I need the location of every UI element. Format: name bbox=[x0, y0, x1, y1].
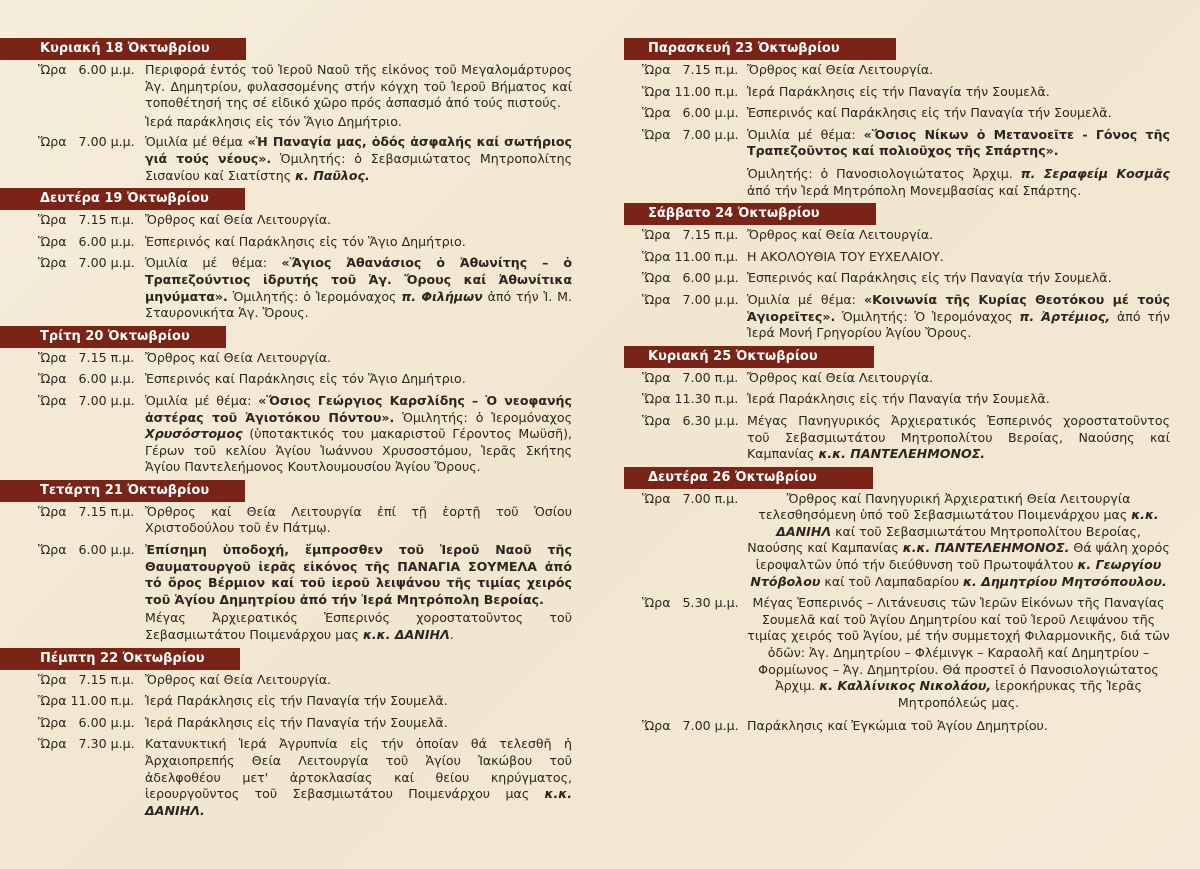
entry bbox=[642, 249, 1170, 266]
entry-text bbox=[747, 413, 1170, 463]
text-part: Ὁμιλητής: ὁ Ἱερομόναχος bbox=[227, 288, 402, 304]
day-header-23: Παρασκευή 23 Ὀκτωβρίου bbox=[624, 38, 896, 60]
entry bbox=[38, 371, 572, 388]
entry-time: Ὥρα 7.15 π.μ. bbox=[38, 212, 135, 228]
entry bbox=[642, 370, 1170, 387]
text-part: ἀπό τήν Ἱερά Μητρόπολη Μονεμβασίας καί Σπάρτης. bbox=[747, 182, 1082, 198]
entry-time: Ὥρα 7.00 μ.μ. bbox=[642, 718, 739, 734]
text-part: ἱεροκήρυκας τῆς Ἱερᾶς Μητροπόλεώς μας. bbox=[897, 678, 1142, 710]
day-header-25: Κυριακή 25 Ὀκτωβρίου bbox=[624, 346, 874, 368]
entry-text: Ἐπίσημη ὑποδοχή, ἔμπροσθεν τοῦ Ἱεροῦ Ναοῦ τῆς Θαυματουργοῦ ἱερᾶς εἰκόνος τῆς ΠΑΝΑΓΙΑ ΣΟΥΜΕΛΑ ἀπό τό ὄρος Βέρμιον καί τοῦ ἱεροῦ λειψάνου τῆς τιμίας χειρός τοῦ Ἁγίου Δημητρίου ἀπό τήν Ἱερά Μητρόπολη Βεροίας. bbox=[145, 542, 572, 607]
text-part: Ὄρθρος καί Πανηγυρική Ἀρχιερατική Θεία Λειτουργία τελεσθησόμενη ὑπό τοῦ Σεβασμιωτάτου Ποιμενάρχου μας bbox=[758, 490, 1132, 523]
entry-time: Ὥρα 11.00 π.μ. bbox=[642, 248, 739, 264]
speaker-name: Χρυσόστομος bbox=[145, 426, 243, 442]
text-part: (ὑποτακτικός του μακαριστοῦ Γέροντος Μωϋσῆ), Γέρων τοῦ κελίου Ἁγίου Ἰωάννου Χρυσοστόμου, Ἱερᾶς Σκήτης Ἁγίου Παντελεήμονος Κουτλουμουσίου Ἁγίου Ὄρους. bbox=[145, 426, 572, 475]
entry bbox=[38, 693, 572, 710]
speaker-name: κ.κ. ΔΑΝΙΗΛ. bbox=[145, 786, 572, 818]
entry-text: Περιφορά ἐντός τοῦ Ἱεροῦ Ναοῦ τῆς εἰκόνος τοῦ Μεγαλομάρτυρος Ἁγ. Δημητρίου, φυλασσομένης στήν κόγχη τοῦ Ἱεροῦ Βήματος καί τοποθέτησή της σέ εἰδικό χῶρο πρός ἀσπασμό ἀπό τούς πιστούς. bbox=[145, 62, 572, 111]
entry-text bbox=[747, 127, 1170, 160]
entry bbox=[38, 350, 572, 367]
entry-time: Ὥρα 7.00 μ.μ. bbox=[642, 291, 739, 307]
entry-time: Ὥρα 7.00 μ.μ. bbox=[642, 126, 739, 142]
speaker-name: κ. Δημητρίου Μητσόπουλου. bbox=[963, 573, 1167, 589]
entry-text: Ὄρθρος καί Θεία Λειτουργία. bbox=[145, 349, 332, 365]
speaker-name: π. Ἀρτέμιος, bbox=[1019, 308, 1111, 324]
left-column bbox=[0, 36, 572, 819]
talk-title: «Κοινωνία τῆς Κυρίας Θεοτόκου μέ τούς Ἁγιορεῖτες». bbox=[747, 291, 1170, 324]
entry-text: Ἱερά Παράκλησις εἰς τήν Παναγία τήν Σουμελᾶ. bbox=[145, 714, 448, 730]
entry-text bbox=[145, 255, 572, 321]
entry-subtext bbox=[642, 166, 1170, 199]
entry-text: Ἱερά Παράκλησις εἰς τήν Παναγία τήν Σουμελᾶ. bbox=[747, 391, 1050, 407]
entry-text: Ὄρθρος καί Θεία Λειτουργία. bbox=[747, 62, 934, 77]
entry bbox=[642, 292, 1170, 342]
speaker-name: π. Σεραφείμ Κοσμᾶς bbox=[1020, 165, 1170, 181]
day-header-22: Πέμπτη 22 Ὀκτωβρίου bbox=[0, 648, 240, 670]
entry bbox=[642, 595, 1170, 711]
entry bbox=[642, 413, 1170, 463]
entry-time: Ὥρα 11.00 π.μ. bbox=[642, 83, 739, 99]
entry-text bbox=[747, 491, 1170, 591]
entry bbox=[642, 105, 1170, 122]
entry bbox=[642, 391, 1170, 408]
text-part: καί τοῦ Σεβασμιωτάτου Μητροπολίτου Βεροίας, Ναούσης καί Καμπανίας bbox=[747, 523, 1141, 556]
talk-title: «Ὅσιος Νίκων ὁ Μετανοεῖτε - Γόνος τῆς Τραπεζοῦντος καί πολιοῦχος τῆς Σπάρτης». bbox=[747, 126, 1170, 159]
entry-time: Ὥρα 11.30 π.μ. bbox=[642, 391, 739, 407]
speaker-name: κ.κ. ΠΑΝΤΕΛΕΗΜΟΝΟΣ. bbox=[902, 540, 1070, 556]
entry-text: Ἑσπερινός καί Παράκλησις εἰς τήν Παναγία τήν Σουμελᾶ. bbox=[747, 270, 1112, 286]
text-part: Θά ψάλη χορός ἱεροψαλτῶν ὑπό τήν διεύθυνση τοῦ Πρωτοψάλτου bbox=[755, 540, 1170, 573]
text-part: Ὁμιλητής: ὁ Πανοσιολογιώτατος Ἀρχιμ. bbox=[747, 165, 1021, 181]
entry bbox=[642, 718, 1170, 735]
entry-time: Ὥρα 6.00 μ.μ. bbox=[38, 233, 135, 249]
speaker-name: κ.κ. ΔΑΝΙΗΛ bbox=[776, 507, 1159, 539]
entry-text: Ὄρθρος καί Θεία Λειτουργία. bbox=[145, 212, 332, 228]
text-part: . bbox=[449, 627, 454, 643]
entry-text: Παράκλησις καί Ἐγκώμια τοῦ Ἁγίου Δημητρίου. bbox=[747, 718, 1048, 734]
entry bbox=[642, 270, 1170, 287]
entry bbox=[38, 504, 572, 537]
entry-time: Ὥρα 7.15 π.μ. bbox=[38, 503, 135, 519]
entry-time: Ὥρα 5.30 μ.μ. bbox=[642, 595, 739, 611]
entry-time: Ὥρα 7.30 μ.μ. bbox=[38, 736, 135, 752]
speaker-name: κ. Παῦλος. bbox=[295, 167, 370, 183]
entry bbox=[38, 234, 572, 251]
entry bbox=[38, 715, 572, 732]
text-part: Μέγας Ἀρχιερατικός Ἑσπερινός χοροστατοῦντος τοῦ Σεβασμιωτάτου Ποιμενάρχου μας bbox=[145, 610, 572, 643]
talk-title: «Ἅγιος Ἀθανάσιος ὁ Ἀθωνίτης – ὁ Τραπεζούντιος ἱδρυτής τοῦ Ἁγ. Ὄρους καί Ἀθωνίτικα μηνύματα». bbox=[145, 255, 572, 304]
text-part: ἀπό τήν Ἱ. Μ. Σταυρονικήτα Ἁγ. Ὄρους. bbox=[145, 288, 572, 321]
speaker-name: κ. Γεωργίου Ντόβολου bbox=[750, 557, 1162, 589]
entry-time: Ὥρα 7.15 π.μ. bbox=[38, 671, 135, 687]
text-part: Ὁμιλία μέ θέμα: bbox=[747, 291, 864, 307]
speaker-name: κ. Καλλίνικος Νικολάου, bbox=[819, 678, 992, 694]
entry-text: Ὄρθρος καί Θεία Λειτουργία ἐπί τῇ ἑορτῇ τοῦ Ὁσίου Χριστοδούλου τοῦ ἐν Πάτμῳ. bbox=[145, 503, 572, 536]
entry-text bbox=[145, 393, 572, 476]
text-part: Ὁμιλία μέ θέμα bbox=[145, 134, 248, 150]
entry-time: Ὥρα 7.00 π.μ. bbox=[642, 490, 739, 506]
entry bbox=[642, 62, 1170, 79]
talk-title: «Ἡ Παναγία μας, ὁδός ἀσφαλής καί σωτήριος γιά τούς νέους». bbox=[145, 134, 572, 166]
entry-time: Ὥρα 6.00 μ.μ. bbox=[38, 714, 135, 730]
entry-time: Ὥρα 6.30 μ.μ. bbox=[642, 412, 739, 428]
day-header-21: Τετάρτη 21 Ὀκτωβρίου bbox=[0, 480, 245, 502]
entry-text bbox=[747, 292, 1170, 342]
entry-time: Ὥρα 6.00 μ.μ. bbox=[38, 62, 135, 77]
speaker-name: κ.κ. ΠΑΝΤΕΛΕΗΜΟΝΟΣ. bbox=[818, 446, 986, 462]
entry-text bbox=[145, 134, 572, 184]
entry bbox=[38, 212, 572, 229]
entry-text: Ὄρθρος καί Θεία Λειτουργία. bbox=[747, 369, 934, 385]
entry-time: Ὥρα 7.00 π.μ. bbox=[642, 369, 739, 385]
entry bbox=[38, 134, 572, 184]
entry-time: Ὥρα 7.15 π.μ. bbox=[642, 227, 739, 243]
entry-text: Ἱερά Παράκλησις εἰς τήν Παναγία τήν Σουμελᾶ. bbox=[747, 83, 1050, 99]
entry-time: Ὥρα 7.15 π.μ. bbox=[642, 62, 739, 77]
entry bbox=[38, 255, 572, 321]
entry-time: Ὥρα 6.00 μ.μ. bbox=[38, 542, 135, 558]
entry bbox=[642, 227, 1170, 244]
text-part: Μέγας Πανηγυρικός Ἀρχιερατικός Ἑσπερινός χοροστατοῦντος τοῦ Σεβασμιωτάτου Μητροπολίτου Βεροίας, Ναούσης καί Καμπανίας bbox=[747, 412, 1170, 462]
entry bbox=[642, 491, 1170, 591]
speaker-name: κ.κ. ΔΑΝΙΗΛ bbox=[362, 627, 450, 643]
entry bbox=[38, 672, 572, 689]
entry-time: Ὥρα 7.00 μ.μ. bbox=[38, 134, 135, 150]
text-part: Ὁμιλητής: Ὁ Ἱερομόναχος bbox=[835, 308, 1020, 324]
entry-time: Ὥρα 11.00 π.μ. bbox=[38, 693, 135, 709]
entry bbox=[642, 84, 1170, 101]
day-header-24: Σάββατο 24 Ὀκτωβρίου bbox=[624, 203, 876, 225]
text-part: Ὁμιλητής: ὁ Σεβασμιώτατος Μητροπολίτης Σισανίου καί Σιατίστης bbox=[145, 150, 573, 183]
text-part: Μέγας Ἑσπερινός – Λιτάνευσις τῶν Ἱερῶν Εἰκόνων τῆς Παναγίας Σουμελᾶ καί τοῦ Ἁγίου Δημητρίου καί τοῦ Ἱεροῦ Λειψάνου τῆς τιμίας χειρός τοῦ Ἁγίου, μέ τήν συμμετοχή Φιλαρμονικῆς, διά τῶν ὁδῶν: Ἁγ. Δημητρίου – Φλέμινγκ – Καραολῆ καί Δημητρίου – Φορμίωνος – Ἁγ. Δημητρίου. Θά προστεῖ ὁ Πανοσιολογιώτατος Ἀρχιμ. bbox=[747, 595, 1170, 694]
entry-text: Ὄρθρος καί Θεία Λειτουργία. bbox=[145, 671, 332, 687]
entry-time: Ὥρα 6.00 μ.μ. bbox=[642, 105, 739, 121]
entry-text bbox=[145, 736, 572, 819]
speaker-name: π. Φιλήμων bbox=[401, 288, 483, 304]
entry-time: Ὥρα 6.00 μ.μ. bbox=[642, 270, 739, 286]
entry-subtext: Ἱερά παράκλησις εἰς τόν Ἅγιο Δημήτριο. bbox=[145, 113, 402, 129]
entry-text: Η ΑΚΟΛΟΥΘΙΑ ΤΟΥ ΕΥΧΕΛΑΙΟΥ. bbox=[747, 248, 944, 264]
text-part: καί τοῦ Λαμπαδαρίου bbox=[820, 573, 964, 589]
entry-time: Ὥρα 7.00 μ.μ. bbox=[38, 255, 135, 271]
text-part: Κατανυκτική Ἱερά Ἀγρυπνία εἰς τήν ὁποίαν θά τελεσθῆ ἡ Ἀρχαιοπρεπής Θεία Λειτουργία τοῦ Ἁγίου Ἰακώβου τοῦ ἀδελφοθέου μετ' ἀρτοκλασίας καί θείου κηρύγματος, ἱερουργοῦντος τοῦ Σεβασμιωτάτου Ποιμενάρχου μας bbox=[145, 736, 572, 802]
entry-time: Ὥρα 7.15 π.μ. bbox=[38, 349, 135, 365]
day-header-19: Δευτέρα 19 Ὀκτωβρίου bbox=[0, 188, 245, 210]
entry-subtext bbox=[38, 610, 572, 643]
text-part: Ὁμιλητής: ὁ Ἱερομόναχος bbox=[394, 409, 572, 425]
entry bbox=[38, 62, 572, 112]
entry-text bbox=[747, 595, 1170, 711]
talk-title: «Ὅσιος Γεώργιος Καρσλίδης – Ὁ νεοφανής ἀστέρας τοῦ Ἁγιοτόκου Πόντου». bbox=[145, 392, 572, 425]
entry-text: Ἑσπερινός καί Παράκλησις εἰς τόν Ἅγιο Δημήτριο. bbox=[145, 371, 466, 387]
day-header-20: Τρίτη 20 Ὀκτωβρίου bbox=[0, 326, 226, 348]
entry-text: Ἱερά Παράκλησις εἰς τήν Παναγία τήν Σουμελᾶ. bbox=[145, 693, 448, 709]
text-part: ἀπό τήν Ἱερά Μονή Γρηγορίου Ἁγίου Ὄρους. bbox=[747, 308, 1170, 341]
entry-time: Ὥρα 7.00 μ.μ. bbox=[38, 392, 135, 408]
entry bbox=[642, 127, 1170, 160]
entry-time: Ὥρα 6.00 μ.μ. bbox=[38, 371, 135, 387]
day-header-18: Κυριακή 18 Ὀκτωβρίου bbox=[0, 38, 246, 60]
entry bbox=[38, 542, 572, 608]
entry bbox=[38, 736, 572, 819]
entry-text: Ἑσπερινός καί Παράκλησις εἰς τόν Ἅγιο Δημήτριο. bbox=[145, 233, 466, 249]
entry-text: Ὄρθρος καί Θεία Λειτουργία. bbox=[747, 227, 934, 243]
entry-text: Ἑσπερινός καί Παράκλησις εἰς τήν Παναγία τήν Σουμελᾶ. bbox=[747, 105, 1112, 121]
text-part: Ὁμιλία μέ θέμα: bbox=[747, 126, 864, 142]
right-column bbox=[624, 36, 1170, 735]
text-part: Ὁμιλία μέ θέμα: bbox=[145, 392, 259, 408]
text-part: Ὁμιλία μέ θέμα: bbox=[145, 255, 282, 271]
day-header-26: Δευτέρα 26 Ὀκτωβρίου bbox=[624, 467, 873, 489]
entry bbox=[38, 393, 572, 476]
